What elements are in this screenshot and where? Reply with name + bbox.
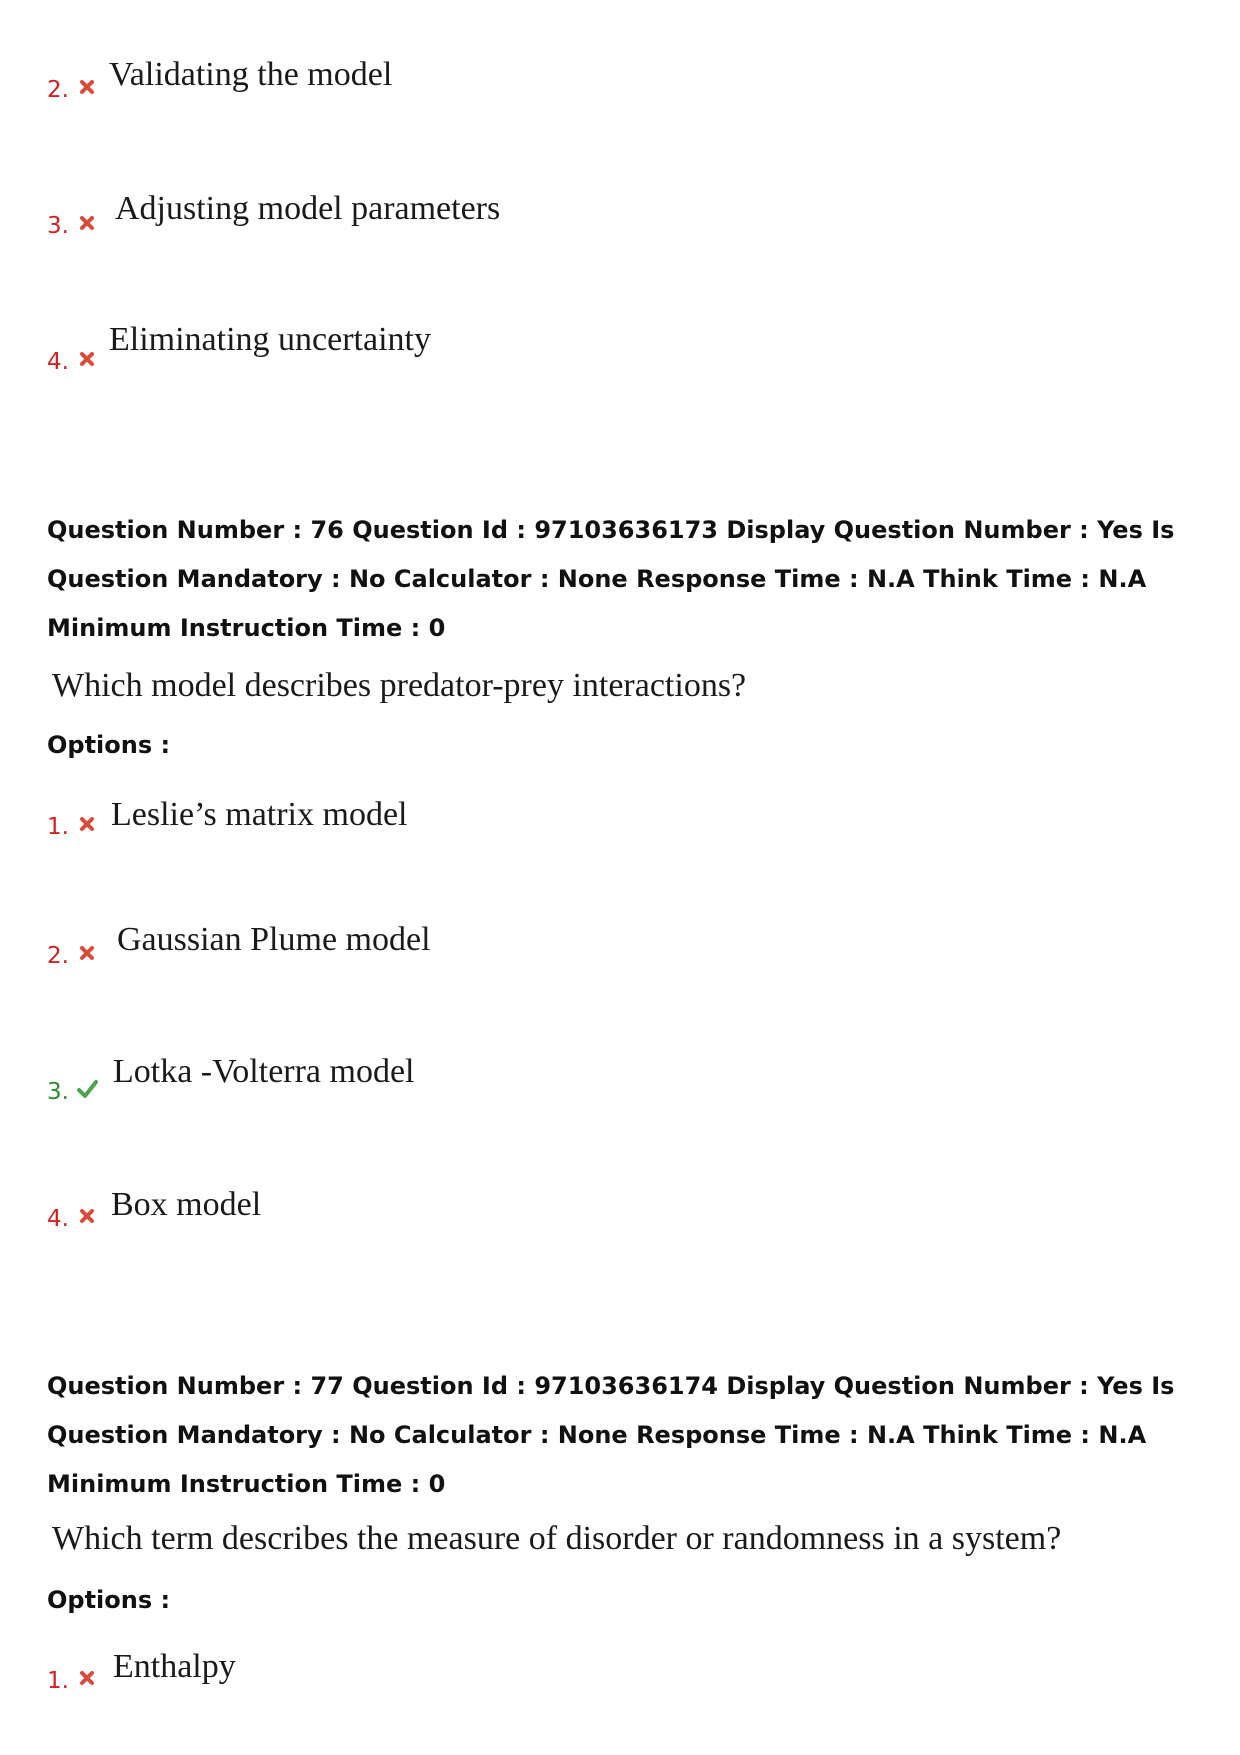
cross-icon bbox=[78, 350, 96, 368]
question-meta: Question Number : 77 Question Id : 97103636174 Display Question Number : Yes Is Question Mandatory : No Calculator : None Response Time : N.A Think Time : N.A Minimum Instruction Time : 0 bbox=[47, 1372, 1175, 1498]
cross-icon bbox=[78, 815, 96, 833]
option-number: 3. bbox=[47, 1079, 69, 1105]
option-number: 2. bbox=[47, 77, 69, 103]
option-number: 3. bbox=[47, 213, 69, 239]
option-number: 2. bbox=[47, 943, 69, 969]
cross-icon bbox=[78, 1207, 96, 1225]
option-number: 1. bbox=[47, 1668, 69, 1694]
option-text: Eliminating uncertainty bbox=[109, 321, 431, 358]
check-icon bbox=[76, 1078, 98, 1100]
option-number: 1. bbox=[47, 814, 69, 840]
option-text: Adjusting model parameters bbox=[115, 190, 501, 227]
option-text: Box model bbox=[111, 1186, 262, 1223]
option-number: 4. bbox=[47, 1206, 69, 1232]
question-meta: Question Number : 76 Question Id : 97103636173 Display Question Number : Yes Is Question Mandatory : No Calculator : None Response Time : N.A Think Time : N.A Minimum Instruction Time : 0 bbox=[47, 516, 1175, 642]
question-text: Which term describes the measure of disorder or randomness in a system? bbox=[52, 1520, 1062, 1557]
question-text: Which model describes predator-prey interactions? bbox=[52, 667, 747, 704]
options-label: Options : bbox=[47, 1586, 171, 1614]
cross-icon bbox=[78, 1669, 96, 1687]
options-label: Options : bbox=[47, 731, 171, 759]
option-text: Enthalpy bbox=[113, 1648, 236, 1685]
cross-icon bbox=[78, 214, 96, 232]
cross-icon bbox=[78, 944, 96, 962]
option-text: Lotka -Volterra model bbox=[113, 1053, 415, 1090]
option-text: Gaussian Plume model bbox=[117, 921, 431, 958]
option-text: Leslie’s matrix model bbox=[111, 796, 408, 833]
option-number: 4. bbox=[47, 349, 69, 375]
option-text: Validating the model bbox=[109, 56, 393, 93]
cross-icon bbox=[78, 78, 96, 96]
